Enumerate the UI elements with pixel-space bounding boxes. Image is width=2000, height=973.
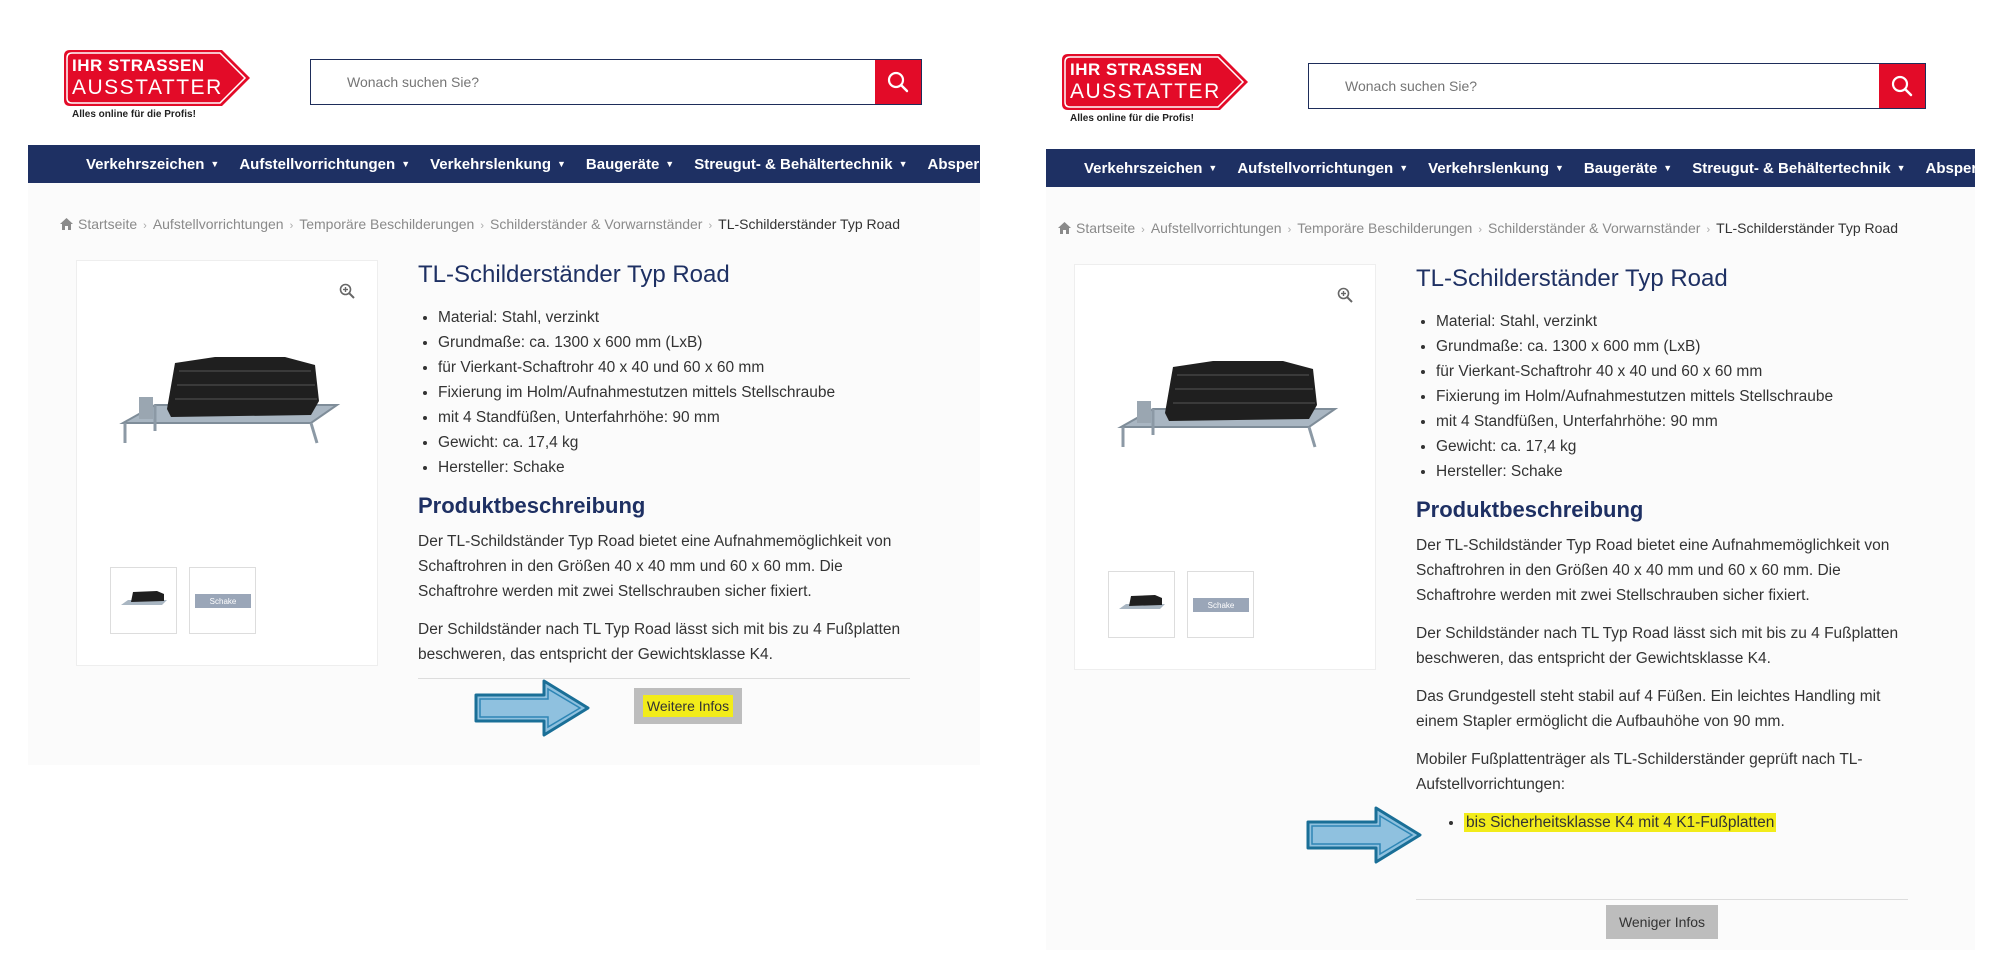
- feature-item: • für Vierkant-Schaftrohr 40 x 40 und 60 x 60 mm: [1436, 359, 1916, 384]
- arrow-right-icon: [472, 677, 592, 739]
- description-paragraph: Der TL-Schildständer Typ Road bietet eine Aufnahmemöglichkeit von Schaftrohren in den Größen 40 x 40 mm und 60 x 60 mm. Die Schaftrohre werden mit zwei Stellschrauben sicher fixiert.: [418, 533, 892, 600]
- product-content: [28, 183, 980, 765]
- breadcrumb-item[interactable]: Temporäre Beschilderungen: [299, 216, 475, 232]
- caret-down-icon: ▼: [898, 159, 908, 169]
- nav-item-baugeraete[interactable]: Baugeräte ▼: [1583, 159, 1673, 177]
- svg-text:Schake: Schake: [209, 596, 236, 606]
- nav-item-streugut[interactable]: Streugut- & Behältertechnik ▼: [694, 155, 908, 173]
- description-paragraph: Der Schildständer nach TL Typ Road lässt sich mit bis zu 4 Fußplatten beschweren, das entspricht der Gewichtsklasse K4.: [418, 621, 901, 663]
- caret-down-icon: ▼: [401, 159, 411, 169]
- logo-tagline: Alles online für die Profis!: [72, 109, 196, 120]
- panel-expanded: [1046, 0, 1984, 950]
- nav-item-baugeraete[interactable]: Baugeräte ▼: [585, 155, 675, 173]
- caret-down-icon: ▼: [1208, 163, 1218, 173]
- site-logo[interactable]: [1062, 54, 1252, 124]
- thumbnail-brand[interactable]: [189, 567, 256, 634]
- feature-item: • für Vierkant-Schaftrohr 40 x 40 und 60 x 60 mm: [438, 355, 918, 380]
- feature-item: • mit 4 Standfüßen, Unterfahrhöhe: 90 mm: [1436, 409, 1916, 434]
- breadcrumb-item[interactable]: Aufstellvorrichtungen: [1150, 220, 1282, 236]
- breadcrumb-item[interactable]: Schilderständer & Vorwarnständer: [1488, 220, 1701, 236]
- caret-down-icon: ▼: [1399, 163, 1409, 173]
- logo-line1: IHR STRASSEN: [72, 56, 205, 75]
- breadcrumb-current: TL-Schilderständer Typ Road: [718, 216, 900, 232]
- product-content: [1046, 187, 1975, 950]
- thumbnail-product[interactable]: [1108, 571, 1175, 638]
- divider: [1416, 899, 1908, 900]
- logo-line2: AUSSTATTER: [72, 76, 223, 99]
- description-heading: Produktbeschreibung: [1416, 497, 1644, 522]
- nav-item-verkehrszeichen[interactable]: Verkehrszeichen ▼: [86, 155, 220, 173]
- logo-line2: AUSSTATTER: [1070, 80, 1221, 103]
- feature-item: • Fixierung im Holm/Aufnahmestutzen mittels Stellschraube: [1436, 384, 1916, 409]
- caret-down-icon: ▼: [1555, 163, 1564, 173]
- site-header: [28, 0, 980, 145]
- feature-item: • Hersteller: Schake: [438, 455, 918, 480]
- search-bar: [310, 59, 922, 105]
- description-paragraph: Der Schildständer nach TL Typ Road lässt sich mit bis zu 4 Fußplatten beschweren, das entspricht der Gewichtsklasse K4.: [1416, 625, 1899, 667]
- description-paragraph: Der TL-Schildständer Typ Road bietet eine Aufnahmemöglichkeit von Schaftrohren in den Größen 40 x 40 mm und 60 x 60 mm. Die Schaftrohre werden mit zwei Stellschrauben sicher fixiert.: [1416, 537, 1890, 604]
- nav-item-absperr[interactable]: Absperr: [927, 155, 986, 173]
- site-header: [1046, 0, 1975, 145]
- main-nav: [28, 145, 986, 183]
- feature-item: • Grundmaße: ca. 1300 x 600 mm (LxB): [1436, 334, 1916, 359]
- breadcrumb: Startseite › Aufstellvorrichtungen › Temporäre Beschilderungen › Schilderständer & Vorwarnständer › TL-Schilderständer Typ Road: [60, 216, 900, 232]
- caret-down-icon: ▼: [557, 159, 566, 169]
- description-collapsed: [418, 529, 918, 662]
- feature-item: • Gewicht: ca. 17,4 kg: [1436, 434, 1916, 459]
- breadcrumb: Startseite › Aufstellvorrichtungen › Temporäre Beschilderungen › Schilderständer & Vorwarnständer › TL-Schilderständer Typ Road: [1058, 220, 1898, 236]
- panel-collapsed: [28, 0, 986, 765]
- product-info: [418, 261, 918, 679]
- product-feature-list: [1416, 309, 1916, 484]
- search-icon: [887, 71, 909, 93]
- description-paragraph: Das Grundgestell steht stabil auf 4 Füßen. Ein leichtes Handling mit einem Stapler ermöglicht die Aufbauhöhe von 90 mm.: [1416, 688, 1881, 730]
- product-image[interactable]: [1113, 357, 1339, 457]
- logo-tagline: Alles online für die Profis!: [1070, 113, 1194, 124]
- nav-item-verkehrslenkung[interactable]: Verkehrslenkung ▼: [430, 155, 566, 173]
- nav-item-verkehrszeichen[interactable]: Verkehrszeichen ▼: [1084, 159, 1218, 177]
- more-info-button[interactable]: Weitere Infos: [634, 688, 742, 724]
- home-icon: [1058, 222, 1071, 234]
- product-title: TL-Schilderständer Typ Road: [418, 261, 730, 288]
- thumbnail-brand[interactable]: [1187, 571, 1254, 638]
- product-gallery: [1074, 264, 1376, 670]
- caret-down-icon: ▼: [210, 159, 220, 169]
- caret-down-icon: ▼: [1663, 163, 1673, 173]
- product-image[interactable]: [115, 353, 341, 453]
- zoom-in-icon[interactable]: [1337, 287, 1353, 303]
- logo-line1: IHR STRASSEN: [1070, 60, 1203, 79]
- nav-item-aufstellvorrichtungen[interactable]: Aufstellvorrichtungen ▼: [1237, 159, 1409, 177]
- feature-item: • Grundmaße: ca. 1300 x 600 mm (LxB): [438, 330, 918, 355]
- breadcrumb-item[interactable]: Temporäre Beschilderungen: [1297, 220, 1473, 236]
- feature-item: • mit 4 Standfüßen, Unterfahrhöhe: 90 mm: [438, 405, 918, 430]
- nav-item-streugut[interactable]: Streugut- & Behältertechnik ▼: [1692, 159, 1906, 177]
- breadcrumb-item[interactable]: Schilderständer & Vorwarnständer: [490, 216, 703, 232]
- less-info-button[interactable]: Weniger Infos: [1606, 905, 1718, 939]
- search-button[interactable]: [1879, 64, 1925, 108]
- thumbnail-product[interactable]: [110, 567, 177, 634]
- breadcrumb-item[interactable]: Aufstellvorrichtungen: [152, 216, 284, 232]
- nav-item-absperr[interactable]: Absperr: [1925, 159, 1984, 177]
- feature-item: • Hersteller: Schake: [1436, 459, 1916, 484]
- caret-down-icon: ▼: [665, 159, 675, 169]
- svg-text:Schake: Schake: [1207, 600, 1234, 610]
- feature-item: • Gewicht: ca. 17,4 kg: [438, 430, 918, 455]
- nav-item-aufstellvorrichtungen[interactable]: Aufstellvorrichtungen ▼: [239, 155, 411, 173]
- arrow-right-icon: [1304, 804, 1424, 866]
- certification-list: [1416, 810, 1916, 835]
- caret-down-icon: ▼: [1896, 163, 1906, 173]
- search-input[interactable]: [311, 60, 875, 104]
- product-info: [1416, 265, 1916, 835]
- zoom-in-icon[interactable]: [339, 283, 355, 299]
- breadcrumb-item[interactable]: Startseite: [1076, 220, 1136, 236]
- product-gallery: [76, 260, 378, 666]
- search-bar: [1308, 63, 1926, 109]
- feature-item: • Fixierung im Holm/Aufnahmestutzen mittels Stellschraube: [438, 380, 918, 405]
- product-title: TL-Schilderständer Typ Road: [1416, 265, 1728, 292]
- main-nav: [1046, 149, 1984, 187]
- product-feature-list: [418, 305, 918, 480]
- search-icon: [1891, 75, 1913, 97]
- breadcrumb-item[interactable]: Startseite: [78, 216, 138, 232]
- feature-item: • Material: Stahl, verzinkt: [1436, 309, 1916, 334]
- certification-item: • bis Sicherheitsklasse K4 mit 4 K1-Fußplatten: [1464, 810, 1916, 835]
- feature-item: • Material: Stahl, verzinkt: [438, 305, 918, 330]
- description-paragraph: Mobiler Fußplattenträger als TL-Schilderständer geprüft nach TL-Aufstellvorrichtungen:: [1416, 751, 1863, 793]
- breadcrumb-current: TL-Schilderständer Typ Road: [1716, 220, 1898, 236]
- search-button[interactable]: [875, 60, 921, 104]
- home-icon: [60, 218, 73, 230]
- description-heading: Produktbeschreibung: [418, 493, 646, 518]
- site-logo[interactable]: [64, 50, 254, 120]
- nav-item-verkehrslenkung[interactable]: Verkehrslenkung ▼: [1428, 159, 1564, 177]
- search-input[interactable]: [1309, 64, 1879, 108]
